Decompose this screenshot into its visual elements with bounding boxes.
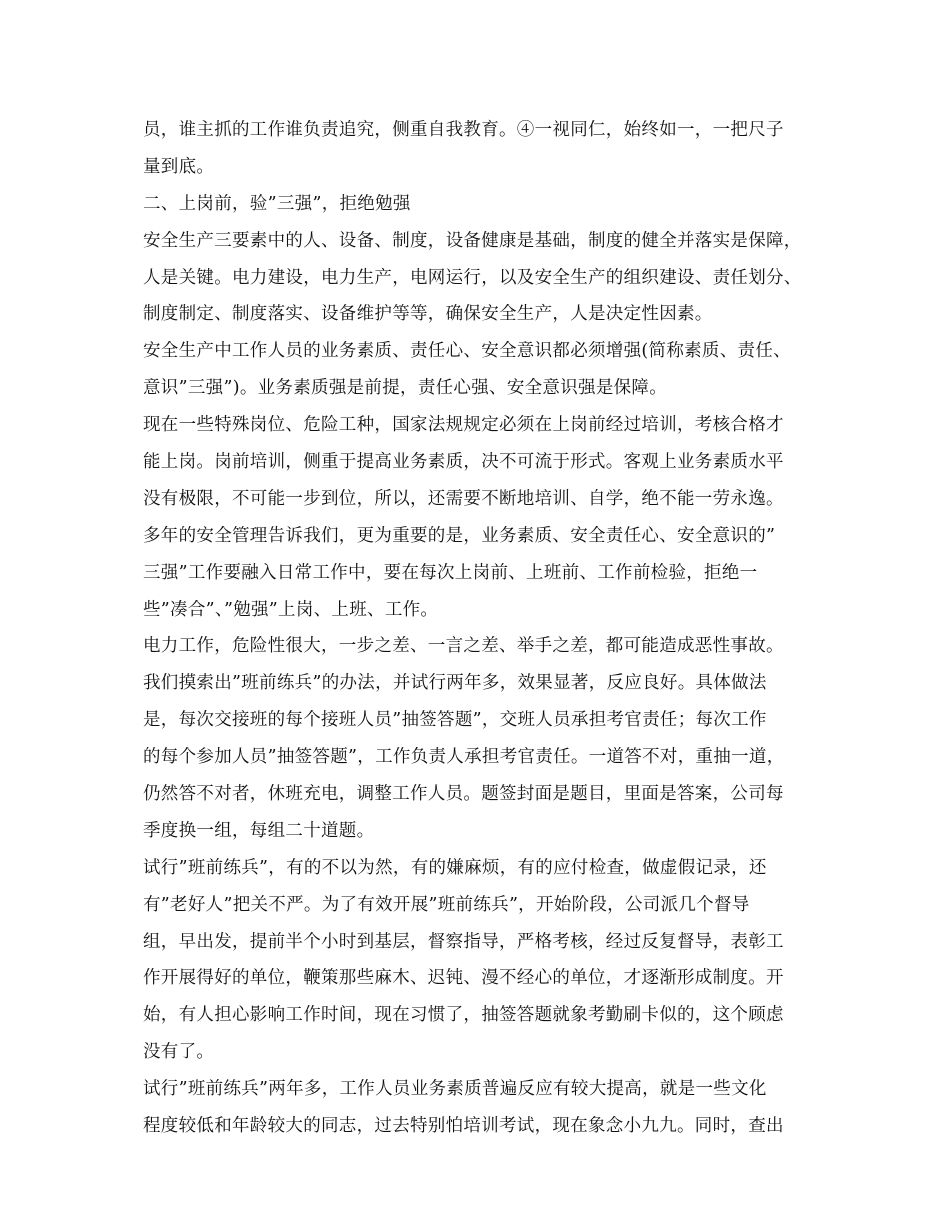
text-line: 有”老好人”把关不严。为了有效开展”班前练兵”，开始阶段，公司派几个督导 — [143, 894, 750, 915]
text-line: 人是关键。电力建设，电力生产，电网运行，以及安全生产的组织建设、责任划分、 — [143, 267, 802, 288]
section-heading: 二、上岗前，验”三强”，拒绝勉强 — [143, 193, 411, 214]
text-line: 作开展得好的单位，鞭策那些麻木、迟钝、漫不经心的单位，才逐渐形成制度。开 — [143, 968, 784, 989]
text-line: 三强”工作要融入日常工作中，要在每次上岗前、上班前、工作前检验，拒绝一 — [143, 562, 758, 583]
text-line: 意识”三强”)。业务素质强是前提，责任心强、安全意识强是保障。 — [143, 378, 668, 399]
text-line: 季度换一组，每组二十道题。 — [143, 820, 375, 841]
text-line: 我们摸索出”班前练兵”的办法，并试行两年多，效果显著，反应良好。具体做法 — [143, 673, 767, 694]
text-line: 些”凑合”、”勉强”上岗、上班、工作。 — [143, 599, 439, 620]
text-line: 电力工作，危险性很大，一步之差、一言之差、举手之差，都可能造成恶性事故。 — [143, 636, 784, 657]
text-line: 的每个参加人员”抽签答题”，工作负责人承担考官责任。一道答不对，重抽一道， — [143, 747, 785, 768]
text-line: 试行”班前练兵”，有的不以为然，有的嫌麻烦，有的应付检查，做虚假记录，还 — [143, 857, 767, 878]
text-line: 程度较低和年龄较大的同志，过去特别怕培训考试，现在象念小九九。同时，查出 — [143, 1116, 784, 1137]
text-line: 多年的安全管理告诉我们，更为重要的是，业务素质、安全责任心、安全意识的” — [143, 525, 776, 546]
text-line: 仍然答不对者，休班充电，调整工作人员。题签封面是题目，里面是答案，公司每 — [143, 784, 784, 805]
text-line: 员，谁主抓的工作谁负责追究，侧重自我教育。④一视同仁，始终如一，一把尺子 — [143, 120, 784, 140]
text-line: 量到底。 — [143, 156, 215, 177]
document-body — [143, 112, 823, 1145]
text-line: 试行”班前练兵”两年多，工作人员业务素质普遍反应有较大提高，就是一些文化 — [143, 1079, 767, 1100]
text-line: 安全生产中工作人员的业务素质、责任心、安全意识都必须增强(简称素质、责任、 — [143, 341, 791, 362]
text-line: 组，早出发，提前半个小时到基层，督察指导，严格考核，经过反复督导，表彰工 — [143, 931, 784, 952]
text-line: 没有了。 — [143, 1042, 215, 1063]
text-line: 没有极限，不可能一步到位，所以，还需要不断地培训、自学，绝不能一劳永逸。 — [143, 488, 784, 509]
text-line: 制度制定、制度落实、设备维护等等，确保安全生产，人是决定性因素。 — [143, 304, 713, 325]
text-line: 是，每次交接班的每个接班人员”抽签答题”，交班人员承担考官责任；每次工作 — [143, 710, 767, 731]
text-line: 安全生产三要素中的人、设备、制度，设备健康是基础，制度的健全并落实是保障， — [143, 230, 802, 251]
text-line: 现在一些特殊岗位、危险工种，国家法规规定必须在上岗前经过培训，考核合格才 — [143, 415, 784, 436]
text-line: 能上岗。岗前培训，侧重于提高业务素质，决不可流于形式。客观上业务素质水平 — [143, 452, 784, 473]
text-line: 始，有人担心影响工作时间，现在习惯了，抽签答题就象考勤刷卡似的，这个顾虑 — [143, 1005, 784, 1026]
